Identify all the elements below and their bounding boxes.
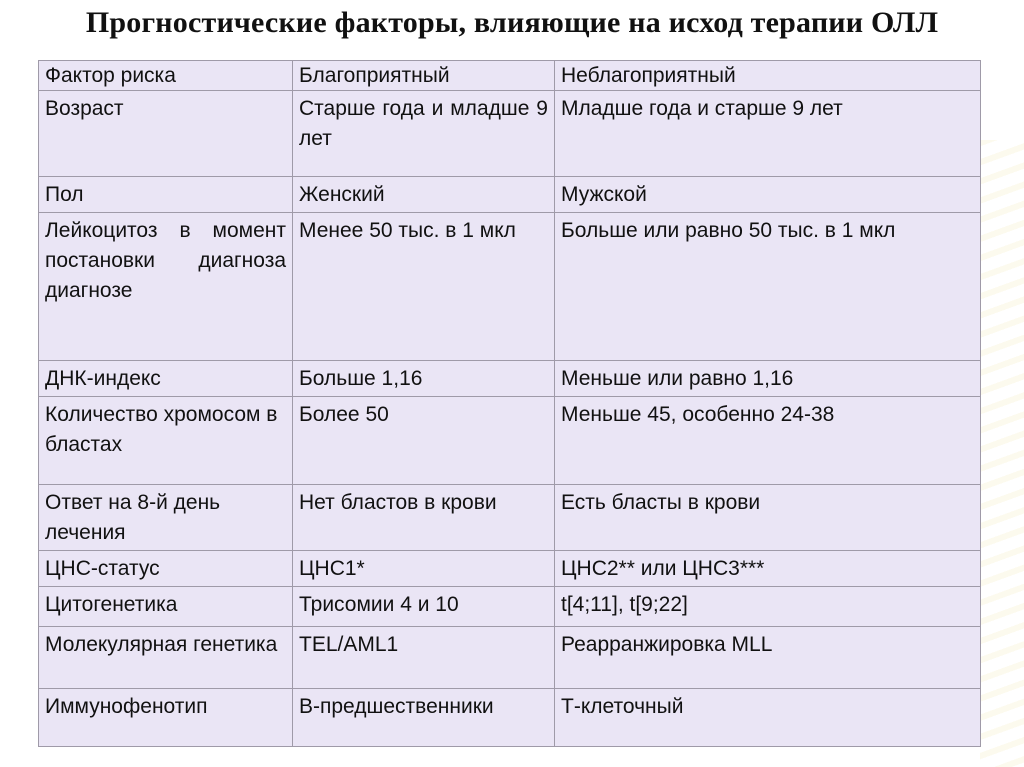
table-cell: Пол: [39, 177, 293, 213]
table-cell: ЦНС-статус: [39, 551, 293, 587]
table-cell: Старше года и младше 9 лет: [293, 91, 555, 177]
table-cell: Больше или равно 50 тыс. в 1 мкл: [555, 213, 981, 361]
table-cell: Трисомии 4 и 10: [293, 587, 555, 627]
prognostic-factors-table: [38, 60, 981, 747]
table-row: [39, 627, 981, 689]
table-row: [39, 361, 981, 397]
header-cell: Неблагоприятный: [555, 61, 981, 91]
table-cell: ЦНС2** или ЦНС3***: [555, 551, 981, 587]
table-cell: Младше года и старше 9 лет: [555, 91, 981, 177]
table-cell: Реарранжировка MLL: [555, 627, 981, 689]
table-row: [39, 689, 981, 747]
table-header-row: [39, 61, 981, 91]
table-cell: TEL/AML1: [293, 627, 555, 689]
table-row: [39, 587, 981, 627]
header-cell: Благоприятный: [293, 61, 555, 91]
table-cell: Т-клеточный: [555, 689, 981, 747]
table-cell: Менее 50 тыс. в 1 мкл: [293, 213, 555, 361]
table-cell: Молекулярная генетика: [39, 627, 293, 689]
table-cell: Меньше 45, особенно 24-38: [555, 397, 981, 485]
table-row: [39, 177, 981, 213]
table-cell: Больше 1,16: [293, 361, 555, 397]
table-cell: t[4;11], t[9;22]: [555, 587, 981, 627]
table-cell: Цитогенетика: [39, 587, 293, 627]
table-cell: Количество хромосом в бластах: [39, 397, 293, 485]
table-cell: Возраст: [39, 91, 293, 177]
table-cell: Лейкоцитоз в момент постановки диагноза диагнозе: [39, 213, 293, 361]
table-cell: Иммунофенотип: [39, 689, 293, 747]
table-row: [39, 551, 981, 587]
table-cell: В-предшественники: [293, 689, 555, 747]
table-cell: Есть бласты в крови: [555, 485, 981, 551]
table-cell: Мужской: [555, 177, 981, 213]
table-row: [39, 397, 981, 485]
table-cell: ДНК-индекс: [39, 361, 293, 397]
table-cell: Ответ на 8-й день лечения: [39, 485, 293, 551]
header-cell: Фактор риска: [39, 61, 293, 91]
slide-title: Прогностические факторы, влияющие на исход терапии ОЛЛ: [85, 6, 939, 39]
decorative-background: [980, 140, 1024, 767]
table-cell: Меньше или равно 1,16: [555, 361, 981, 397]
table-cell: ЦНС1*: [293, 551, 555, 587]
table-row: [39, 485, 981, 551]
table-cell: Более 50: [293, 397, 555, 485]
table-row: [39, 91, 981, 177]
table-cell: Женский: [293, 177, 555, 213]
table-cell: Нет бластов в крови: [293, 485, 555, 551]
table-row: [39, 213, 981, 361]
